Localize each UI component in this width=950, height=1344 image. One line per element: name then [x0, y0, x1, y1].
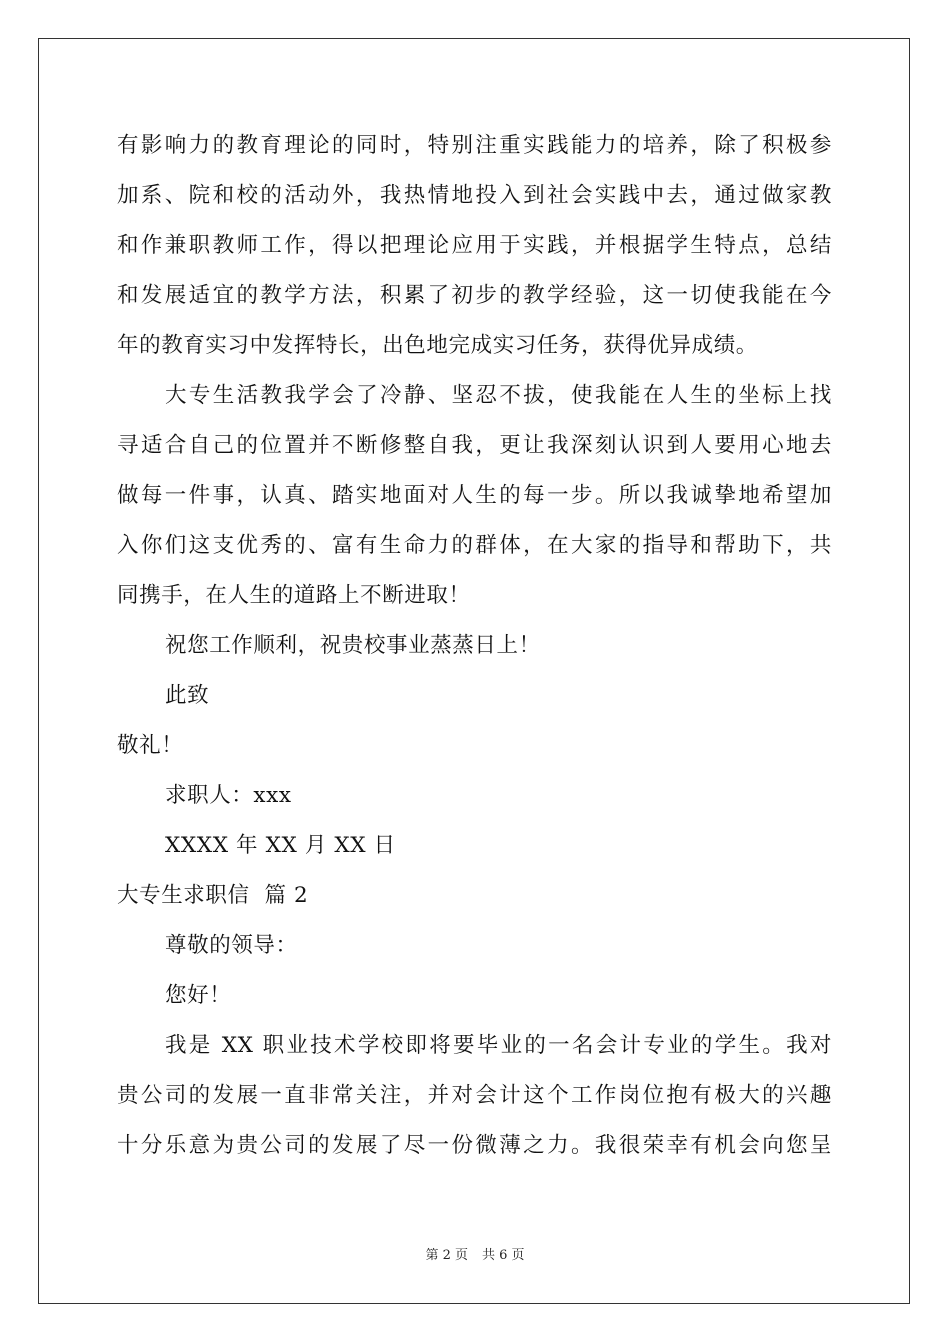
closing-wish: 祝您工作顺利，祝贵校事业蒸蒸日上！	[165, 633, 541, 658]
body-line: 十分乐意为贵公司的发展了尽一份微薄之力。我很荣幸有机会向您呈	[117, 1133, 832, 1158]
body-line: 同携手，在人生的道路上不断进取！	[117, 583, 471, 608]
page-number: 第 2 页	[425, 1248, 468, 1263]
greeting-hello: 您好！	[165, 983, 232, 1008]
closing-regards: 敬礼！	[117, 733, 184, 758]
section-heading: 大专生求职信 篇 2	[117, 883, 309, 908]
body-line: 做每一件事，认真、踏实地面对人生的每一步。所以我诚挚地希望加	[117, 483, 832, 508]
body-line: 加系、院和校的活动外，我热情地投入到社会实践中去，通过做家教	[117, 183, 832, 208]
body-line: 入你们这支优秀的、富有生命力的群体，在大家的指导和帮助下，共	[117, 533, 832, 558]
body-line: 和发展适宜的教学方法，积累了初步的教学经验，这一切使我能在今	[117, 283, 832, 308]
greeting-line: 尊敬的领导：	[165, 933, 298, 958]
letter-date: XXXX 年 XX 月 XX 日	[165, 833, 396, 858]
body-line: 贵公司的发展一直非常关注，并对会计这个工作岗位抱有极大的兴趣	[117, 1083, 832, 1108]
total-pages: 共 6 页	[482, 1248, 525, 1263]
body-line: 寻适合自己的位置并不断修整自我，更让我深刻认识到人要用心地去	[117, 433, 832, 458]
body-line: 年的教育实习中发挥特长，出色地完成实习任务，获得优异成绩。	[117, 333, 758, 358]
page-footer	[0, 1246, 950, 1266]
body-line: 有影响力的教育理论的同时，特别注重实践能力的培养，除了积极参	[117, 133, 832, 158]
closing-salutation: 此致	[165, 683, 210, 708]
applicant-signature: 求职人：xxx	[165, 783, 292, 808]
body-line: 和作兼职教师工作，得以把理论应用于实践，并根据学生特点，总结	[117, 233, 832, 258]
paragraph-start-line: 我是 XX 职业技术学校即将要毕业的一名会计专业的学生。我对	[165, 1033, 832, 1058]
paragraph-start-line: 大专生活教我学会了冷静、坚忍不拔，使我能在人生的坐标上找	[165, 383, 832, 408]
